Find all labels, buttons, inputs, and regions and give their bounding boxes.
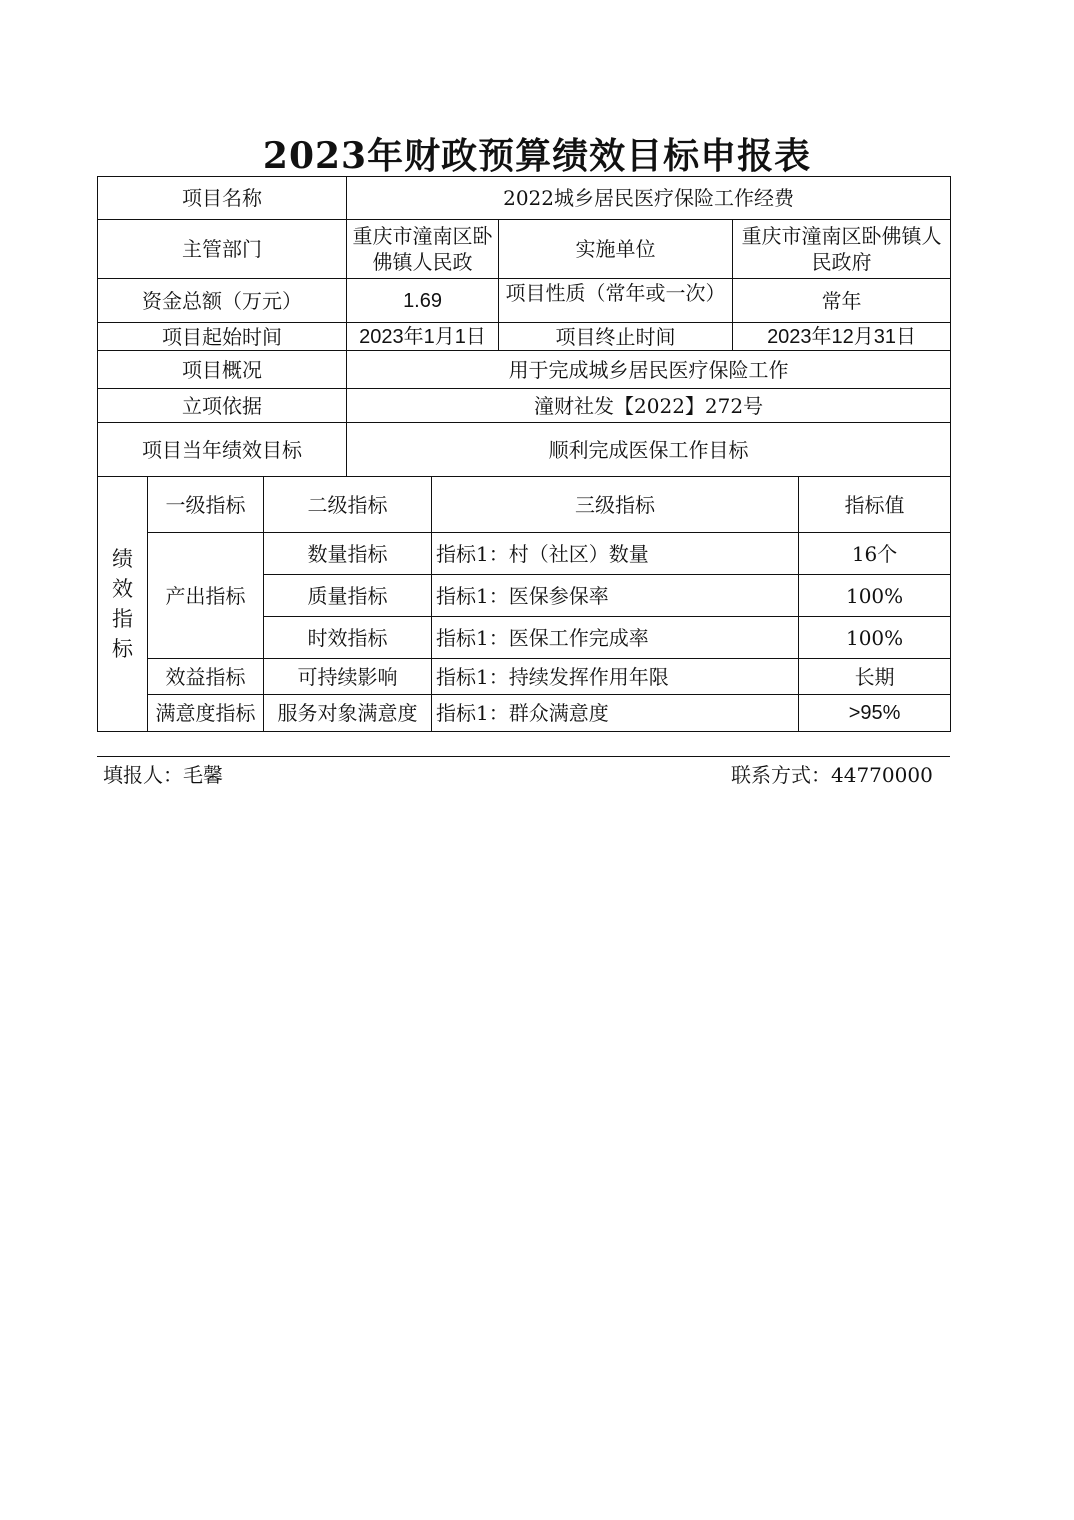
footer-divider	[97, 756, 950, 757]
header-level3: 三级指标	[432, 477, 799, 533]
fund-value: 1.69	[347, 279, 499, 323]
basis-value: 潼财社发【2022】272号	[347, 389, 951, 423]
dept-label: 主管部门	[98, 220, 347, 279]
nature-label	[499, 279, 733, 323]
level3-cell: 指标1：持续发挥作用年限	[432, 659, 799, 695]
goal-value: 顺利完成医保工作目标	[347, 423, 951, 477]
row-goal	[98, 423, 951, 477]
overview-value: 用于完成城乡居民医疗保险工作	[347, 351, 951, 389]
row-dates	[98, 323, 951, 351]
row-basis	[98, 389, 951, 423]
table-row	[98, 533, 951, 575]
contact-info: 联系方式：44770000	[731, 763, 933, 787]
performance-indicators-label: 绩效指标	[98, 477, 148, 732]
indicator-value-cell: >95%	[799, 695, 951, 732]
table-row	[98, 659, 951, 695]
nature-value: 常年	[733, 279, 951, 323]
level3-cell: 指标1：村（社区）数量	[432, 533, 799, 575]
start-value: 2023年1月1日	[347, 323, 499, 351]
level2-cell: 数量指标	[264, 533, 432, 575]
level3-cell: 指标1：群众满意度	[432, 695, 799, 732]
fund-label: 资金总额（万元）	[98, 279, 347, 323]
level2-cell: 时效指标	[264, 617, 432, 659]
level2-cell: 可持续影响	[264, 659, 432, 695]
row-indicator-headers	[98, 477, 951, 533]
level3-cell: 指标1：医保工作完成率	[432, 617, 799, 659]
level3-cell: 指标1：医保参保率	[432, 575, 799, 617]
basis-label: 立项依据	[98, 389, 347, 423]
table-row	[98, 695, 951, 732]
row-overview	[98, 351, 951, 389]
level2-cell: 服务对象满意度	[264, 695, 432, 732]
satisfaction-indicator-label: 满意度指标	[148, 695, 264, 732]
dept-value-text: 重庆市潼南区卧佛镇人民政	[352, 224, 493, 274]
header-level1: 一级指标	[148, 477, 264, 533]
filler-name: 填报人：毛馨	[103, 763, 223, 787]
indicator-value-cell: 100%	[799, 617, 951, 659]
dept-value	[347, 220, 499, 279]
project-name-value: 2022城乡居民医疗保险工作经费	[347, 177, 951, 220]
project-name-label: 项目名称	[98, 177, 347, 220]
nature-label-text: 项目性质（常年或一次）	[505, 281, 726, 305]
indicator-value-cell: 长期	[799, 659, 951, 695]
end-label: 项目终止时间	[499, 323, 733, 351]
row-fund	[98, 279, 951, 323]
indicator-value-cell: 100%	[799, 575, 951, 617]
benefit-indicator-label: 效益指标	[148, 659, 264, 695]
level2-cell: 质量指标	[264, 575, 432, 617]
row-departments	[98, 220, 951, 279]
header-level2: 二级指标	[264, 477, 432, 533]
impl-value: 重庆市潼南区卧佛镇人民政府	[733, 220, 951, 279]
row-project-name	[98, 177, 951, 220]
overview-label: 项目概况	[98, 351, 347, 389]
indicator-value-cell: 16个	[799, 533, 951, 575]
start-label: 项目起始时间	[98, 323, 347, 351]
end-value: 2023年12月31日	[733, 323, 951, 351]
page-title: 2023年财政预算绩效目标申报表	[262, 135, 812, 177]
output-indicator-label: 产出指标	[148, 533, 264, 659]
budget-form-table	[97, 176, 951, 732]
impl-label: 实施单位	[499, 220, 733, 279]
header-value: 指标值	[799, 477, 951, 533]
goal-label: 项目当年绩效目标	[98, 423, 347, 477]
